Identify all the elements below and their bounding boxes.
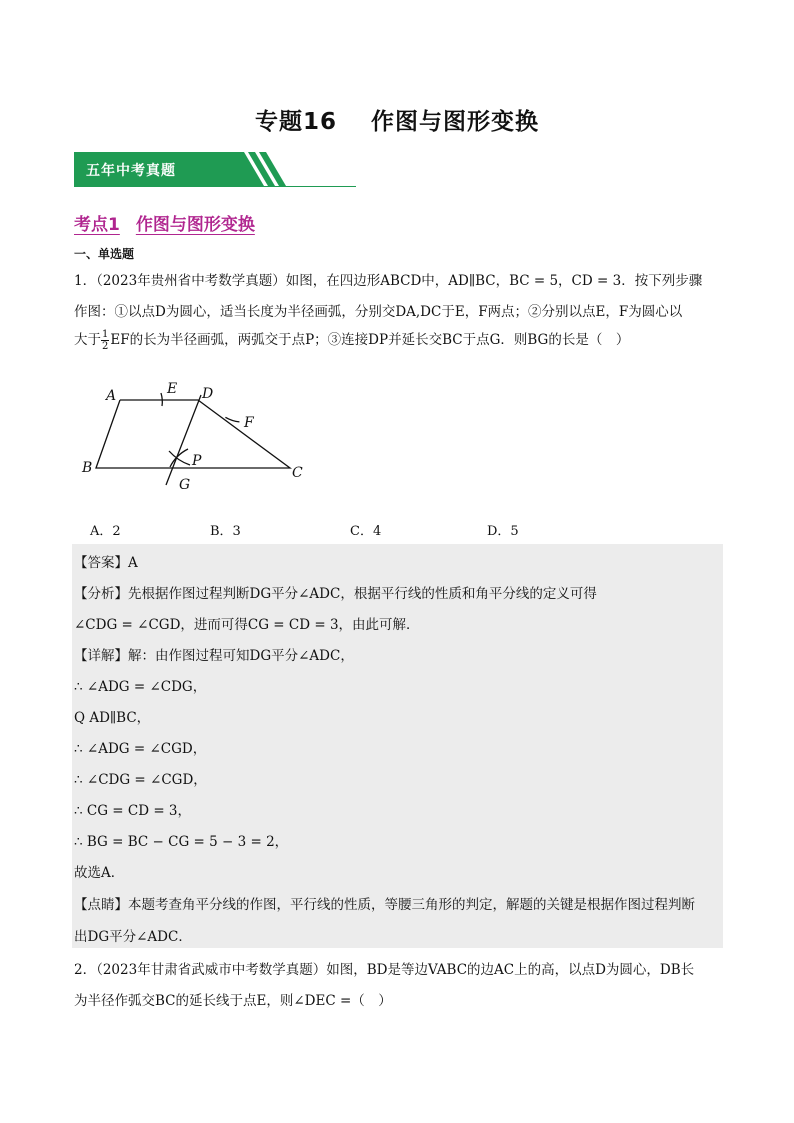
fraction-half: $\frac{1}{2}$ [102,329,109,352]
q1-figure [78,375,318,495]
q1-line-2: 作图：①以点D为圆心，适当长度为半径画弧，分别交DA,DC于E，F两点；②分别以点E，F为圆心以 [74,304,683,320]
option-a: A．2 [90,524,121,539]
detail-line-5: ∴ ∠CDG = ∠CGD， [74,772,207,788]
label-g: G [179,477,191,493]
topic-heading-text: 作图与图形变换 [135,215,255,235]
analysis-line-2: ∠CDG = ∠CGD，进而可得CG = CD = 3，由此可解． [74,617,420,633]
label-c: C [292,465,303,481]
q1-line-3 [74,328,629,352]
detail-line-8: 故选A． [74,865,125,881]
detail-line-3: Q AD∥BC， [74,710,151,726]
comment-line-1: 【点睛】本题考查角平分线的作图，平行线的性质，等腰三角形的判定，解题的关键是根据作图过程判断 [74,897,695,913]
q2-line-1: 2．（2023年甘肃省武威市中考数学真题）如图，BD是等边VABC的边AC上的高，以点D为圆心，DB长 [74,962,695,978]
question-type-heading: 一、单选题 [74,247,135,261]
detail-line-7: ∴ BG = BC − CG = 5 − 3 = 2， [74,834,289,850]
page-title [0,103,794,136]
topic-heading [74,210,255,235]
title-topic-number: 专题16 [254,109,337,135]
ray-dg [166,395,201,485]
detail-line-1: 【详解】解：由作图过程可知DG平分∠ADC， [74,648,354,664]
q1-line-3-lead: 大于 [74,332,101,348]
answer-line: 【答案】A [74,555,138,571]
option-d: D．5 [487,524,519,539]
title-topic-name: 作图与图形变换 [371,109,539,135]
label-e: E [167,381,178,397]
comment-line-2: 出DG平分∠ADC． [74,929,192,945]
label-f: F [244,415,254,431]
analysis-line-1: 【分析】先根据作图过程判断DG平分∠ADC，根据平行线的性质和角平分线的定义可得 [74,586,597,602]
option-c: C．4 [350,524,382,539]
label-p: P [192,453,202,469]
arc-f [225,415,239,424]
q2-line-2: 为半径作弧交BC的延长线于点E，则∠DEC =（ ） [74,993,392,1009]
detail-line-4: ∴ ∠ADG = ∠CGD， [74,741,207,757]
label-a: A [106,388,117,404]
label-d: D [202,386,214,402]
topic-heading-number: 考点1 [74,215,120,235]
detail-line-2: ∴ ∠ADG = ∠CDG， [74,679,207,695]
label-b: B [82,460,93,476]
detail-line-6: ∴ CG = CD = 3， [74,803,192,819]
option-b: B．3 [210,524,241,539]
q1-line-1: 1．（2023年贵州省中考数学真题）如图，在四边形ABCD中，AD∥BC，BC = 5，CD = 3．按下列步骤 [74,273,703,289]
q1-line-3-rest: EF的长为半径画弧，两弧交于点P；③连接DP并延长交BC于点G．则BG的长是（ ） [110,332,630,348]
banner-label: 五年中考真题 [86,163,176,179]
